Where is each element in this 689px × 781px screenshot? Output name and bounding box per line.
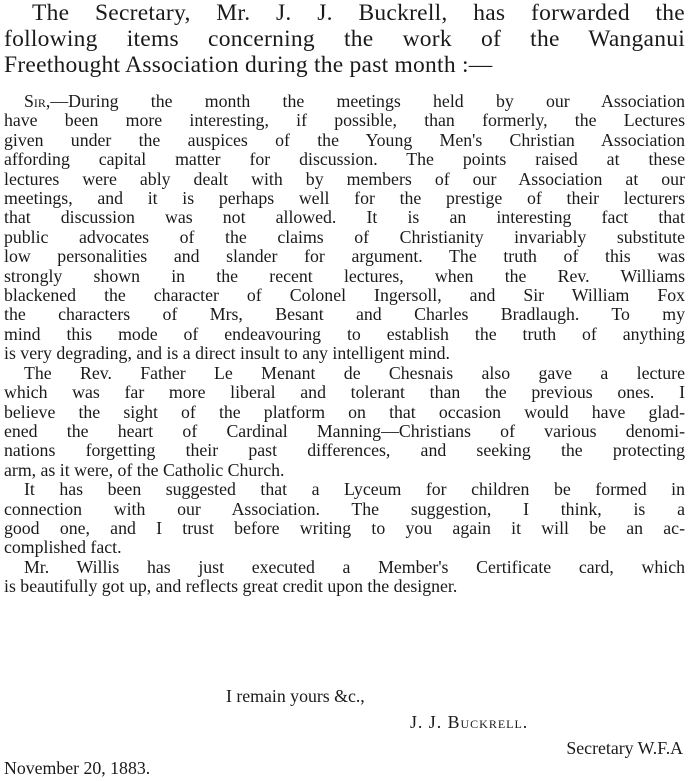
intro-paragraph: [4, 0, 685, 78]
letter-line: public advocates of the claims of Christianity invariably substitute: [4, 226, 685, 247]
signature-title: Secretary W.F.A: [566, 738, 683, 758]
letter-line: the characters of Mrs, Besant and Charles Bradlaugh. To my: [4, 304, 685, 325]
letter-line: low personalities and slander for argument. The truth of this was: [4, 246, 685, 267]
letter-line: Mr. Willis has just executed a Member's Certificate card, which: [24, 556, 685, 577]
letter-line: connection with our Association. The suggestion, I think, is a: [4, 498, 685, 519]
letter-line: complished fact.: [4, 537, 122, 558]
letter-line: nations forgetting their past differences, and seeking the protecting: [4, 440, 685, 461]
intro-line: Freethought Association during the past month :—: [4, 52, 493, 78]
letter-line-text: —During the month the meetings held by our Association: [50, 91, 685, 111]
letter-line: believe the sight of the platform on that occasion would have glad-: [4, 401, 685, 422]
letter-line: The Rev. Father Le Menant de Chesnais also gave a lecture: [24, 362, 685, 383]
letter-line: It has been suggested that a Lyceum for children be formed in: [24, 479, 685, 500]
letter-line: which was far more liberal and tolerant than the previous ones. I: [4, 382, 685, 403]
letter-line: is beautifully got up, and reflects great credit upon the designer.: [4, 576, 458, 597]
letter-line: meetings, and it is perhaps well for the prestige of their lecturers: [4, 188, 685, 209]
salutation: Sir,: [24, 91, 51, 111]
letter-line: strongly shown in the recent lectures, when the Rev. Williams: [4, 265, 685, 286]
letter-line: that discussion was not allowed. It is an interesting fact that: [4, 207, 685, 228]
letter-line: have been more interesting, if possible, than formerly, the Lectures: [4, 110, 685, 131]
intro-line: The Secretary, Mr. J. J. Buckrell, has forwarded the: [32, 0, 685, 26]
letter-line: is very degrading, and is a direct insult to any intelligent mind.: [4, 343, 450, 364]
closing-line: I remain yours &c.,: [226, 686, 365, 706]
letter-line: ened the heart of Cardinal Manning—Christians of various denomi-: [4, 420, 685, 441]
letter-line: [4, 92, 685, 111]
letter-line: arm, as it were, of the Catholic Church.: [4, 459, 285, 480]
letter-line: blackened the character of Colonel Ingersoll, and Sir William Fox: [4, 285, 685, 306]
letter-line: mind this mode of endeavouring to establish the truth of anything: [4, 323, 685, 344]
letter-line: lectures were ably dealt with by members of our Association at our: [4, 168, 685, 189]
letter-date: November 20, 1883.: [4, 758, 151, 778]
letter-body: [4, 92, 685, 597]
signature-name: J. J. Buckrell.: [410, 712, 529, 732]
letter-line: good one, and I trust before writing to you again it will be an ac-: [4, 517, 685, 538]
letter-line: affording capital matter for discussion. The points raised at these: [4, 149, 685, 170]
letter-line: given under the auspices of the Young Men's Christian Association: [4, 129, 685, 150]
intro-line: following items concerning the work of the Wanganui: [4, 26, 685, 52]
